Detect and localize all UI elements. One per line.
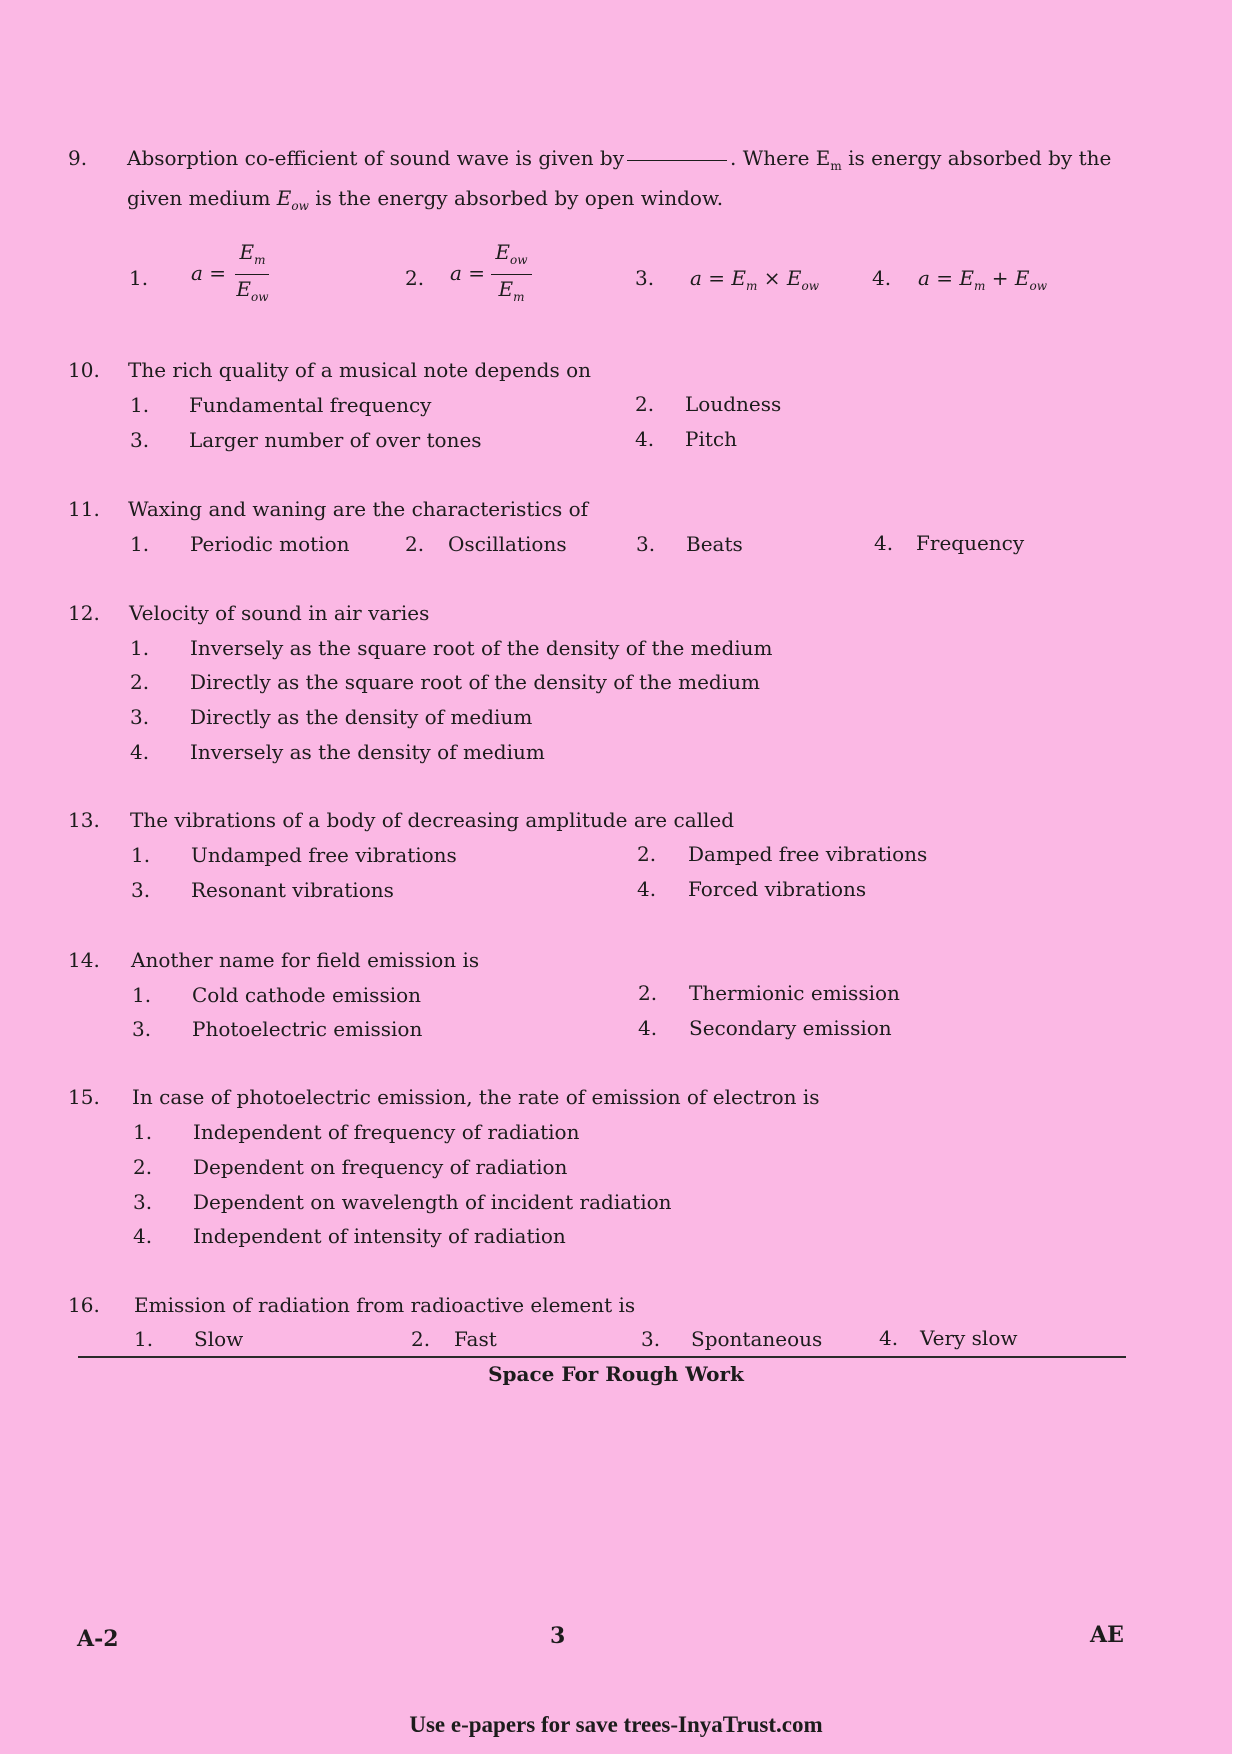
question-stem: Velocity of sound in air varies bbox=[129, 601, 430, 625]
subject-code: AE bbox=[1090, 1622, 1124, 1648]
exam-page: 9. Absorption co-efficient of sound wave is given by . Where $E_m$ is energy absorbed by the given medium $E_{ow}$ is the energy absorbed by open window. 1. a = $\frac{E_m}{E_{ow}}$ 2. a = $\frac{E_{ow}}{E_m}$ 3. $a = E_m \times E_{ow}$ 4. $a = E_m + E_{ow}$ 10. The rich quality of a musical note depends on 1. Fundamental frequency 2. Loudness 3. Larger number of over tones 4. Pitch 11. Waxing and waning are the characteristics of 1. Periodic motion 2. Oscillations 3. Beats 4. Frequency 12. Velocity of sound in air varies 1. Inversely as the square root of the density of the medium 2. Directly as the square root of the density of the medium 3. Directly as the density of medium 4. Inversely as the density of medium 13. The vibrations of a body of decreasing amplitude are called 1. Undamped free vibrations 2. Damped free vibrations 3. Resonant vibrations 4. Forced vibrations 14. Another name for field emission is 1. Cold cathode emission 2. Thermionic emission 3. Photoelectric emission 4. Secondary emission 15. In case of photoelectric emission, the rate of emission of electron is 1. Independent of frequency of radiation 2. Dependent on frequency of radiation 3. Dependent on wavelength of incident radiation 4. Independent of intensity of radiation 16. Emission of radiation from radioactive element is 1. Slow 2. Fast 3. Spontaneous 4. Very slow Space For Rough Work A-2 3 AE Use e-papers for save trees-InyaTrust.com bbox=[0, 0, 1232, 1754]
question-number: 9. bbox=[68, 146, 88, 170]
question-number: 16. bbox=[68, 1293, 100, 1317]
question-stem: In case of photoelectric emission, the rate of emission of electron is bbox=[132, 1085, 820, 1109]
question-stem: Absorption co-efficient of sound wave is given by . Where $E_m$ is energy absorbed by the bbox=[127, 146, 1112, 173]
question-number: 13. bbox=[68, 808, 100, 832]
divider bbox=[78, 1356, 1126, 1358]
question-stem: The rich quality of a musical note depends on bbox=[128, 358, 592, 382]
question-stem: Emission of radiation from radioactive element is bbox=[134, 1293, 636, 1317]
fraction: $\frac{E_{ow}}{E_m}$ bbox=[491, 240, 531, 309]
page-number: 3 bbox=[550, 1623, 566, 1649]
fraction: $\frac{E_m}{E_{ow}}$ bbox=[236, 240, 269, 304]
question-number: 11. bbox=[68, 497, 100, 521]
question-number: 12. bbox=[68, 601, 100, 625]
question-number: 15. bbox=[68, 1085, 100, 1109]
credit-line: Use e-papers for save trees-InyaTrust.com bbox=[409, 1712, 823, 1737]
booklet-code: A-2 bbox=[77, 1626, 119, 1652]
rough-work-heading: Space For Rough Work bbox=[488, 1362, 744, 1386]
question-stem: The vibrations of a body of decreasing amplitude are called bbox=[130, 808, 735, 832]
question-stem: Waxing and waning are the characteristics of bbox=[128, 497, 589, 521]
question-stem: Another name for field emission is bbox=[131, 948, 480, 972]
question-number: 14. bbox=[68, 948, 100, 972]
answer-blank bbox=[627, 160, 727, 161]
question-number: 10. bbox=[68, 358, 100, 382]
